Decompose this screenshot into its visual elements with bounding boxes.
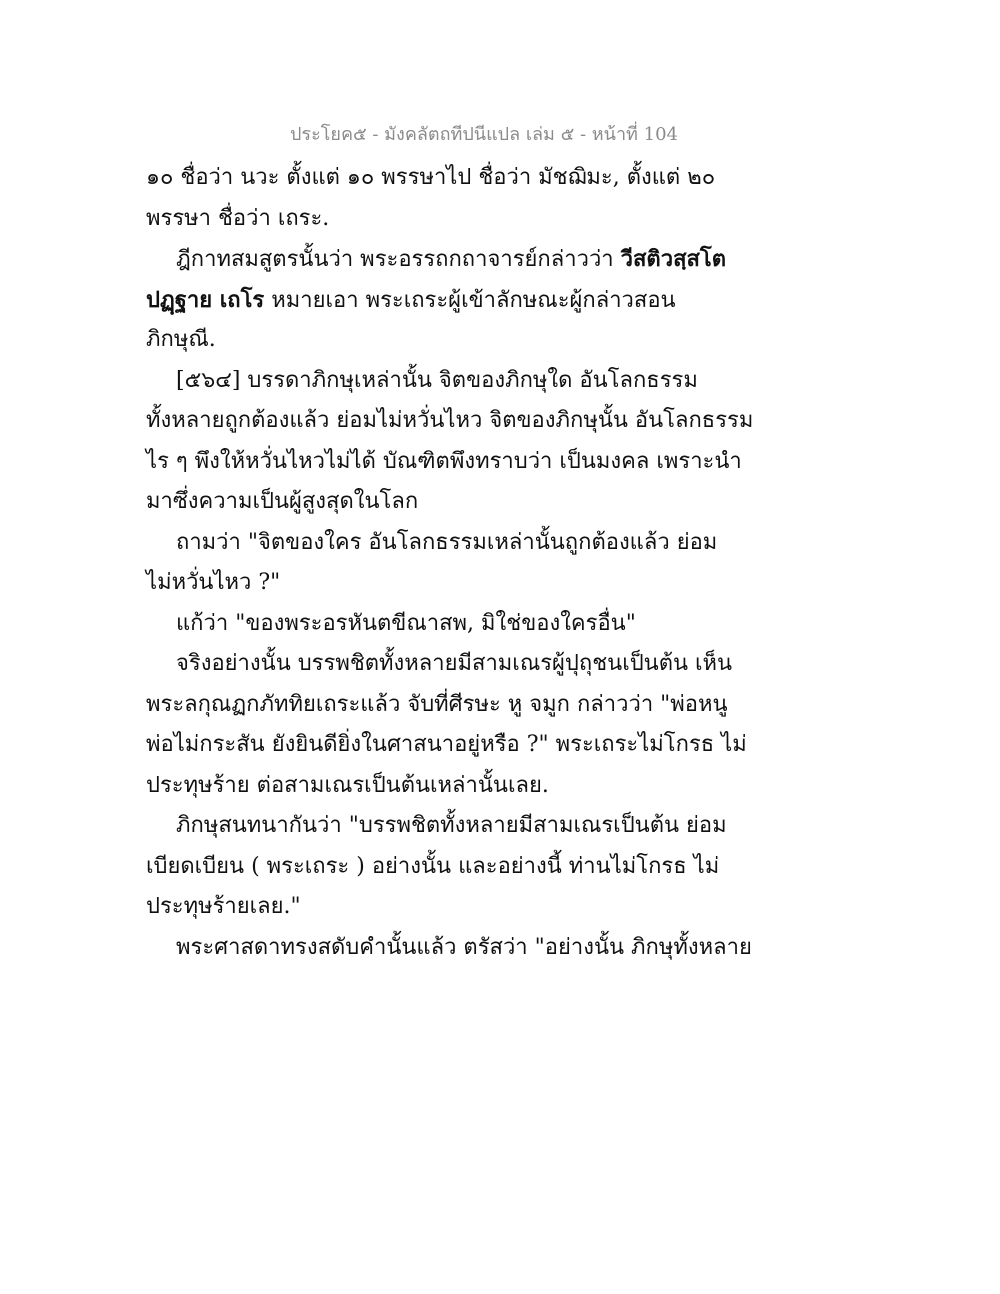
text-line: ประทุษร้าย ต่อสามเณรเป็นต้นเหล่านั้นเลย. — [146, 772, 549, 798]
body-text — [146, 158, 754, 968]
text-line: พ่อไม่กระสัน ยังยินดียิ่งในศาสนาอยู่หรือ ?" พระเถระไม่โกรธ ไม่ — [146, 732, 747, 757]
running-header: ประโยค๕ - มังคลัตถทีปนีแปล เล่ม ๕ - หน้าที่ 104 — [290, 124, 678, 145]
text-line: ประทุษร้ายเลย." — [146, 894, 301, 919]
paragraph-start-line: ถามว่า "จิตของใคร อันโลกธรรมเหล่านั้นถูกต้องแล้ว ย่อม — [176, 529, 718, 555]
paragraph-start-line: [๕๖๔] บรรดาภิกษุเหล่านั้น จิตของภิกษุใด อันโลกธรรม — [176, 367, 698, 393]
text-line: ภิกษุณี. — [146, 327, 216, 352]
text-line: พรรษา ชื่อว่า เถระ. — [146, 205, 330, 231]
text-line: ไร ๆ พึงให้หวั่นไหวไม่ได้ บัณฑิตพึงทราบว่า เป็นมงคล เพราะนำ — [146, 448, 742, 474]
text-span: ฎีกาทสมสูตรนั้นว่า พระอรรถกถาจารย์กล่าวว่า — [176, 247, 621, 272]
paragraph-start-line — [146, 239, 727, 280]
text-span: หมายเอา พระเถระผู้เข้าลักษณะผู้กล่าวสอน — [264, 287, 676, 313]
paragraph-start-line: แก้ว่า "ของพระอรหันตขีณาสพ, มิใช่ของใครอื่น" — [176, 610, 636, 636]
paragraph-start-line: ภิกษุสนทนากันว่า "บรรพชิตทั้งหลายมีสามเณรเป็นต้น ย่อม — [176, 813, 727, 838]
text-line: มาซึ่งความเป็นผู้สูงสุดในโลก — [146, 489, 419, 514]
text-line: ไม่หวั่นไหว ?" — [146, 570, 281, 595]
text-line: พระลกุณฏกภัททิยเถระแล้ว จับที่ศีรษะ หู จมูก กล่าวว่า "พ่อหนู — [146, 691, 728, 717]
text-line: ทั้งหลายถูกต้องแล้ว ย่อมไม่หวั่นไหว จิตของภิกษุนั้น อันโลกธรรม — [146, 408, 754, 433]
paragraph-start-line: พระศาสดาทรงสดับคำนั้นแล้ว ตรัสว่า "อย่างนั้น ภิกษุทั้งหลาย — [176, 934, 752, 960]
pali-term-bold: วีสติวสฺสโต — [620, 246, 727, 272]
text-line — [146, 280, 686, 321]
paragraph-start-line: จริงอย่างนั้น บรรพชิตทั้งหลายมีสามเณรผู้ปุถุชนเป็นต้น เห็น — [176, 651, 733, 676]
pali-term-bold: ปฏฺฐาย เถโร — [146, 286, 265, 313]
text-line: ๑๐ ชื่อว่า นวะ ตั้งแต่ ๑๐ พรรษาไป ชื่อว่า มัชฌิมะ, ตั้งแต่ ๒๐ — [146, 165, 716, 190]
text-line: เบียดเบียน ( พระเถระ ) อย่างนั้น และอย่างนี้ ท่านไม่โกรธ ไม่ — [146, 853, 720, 879]
